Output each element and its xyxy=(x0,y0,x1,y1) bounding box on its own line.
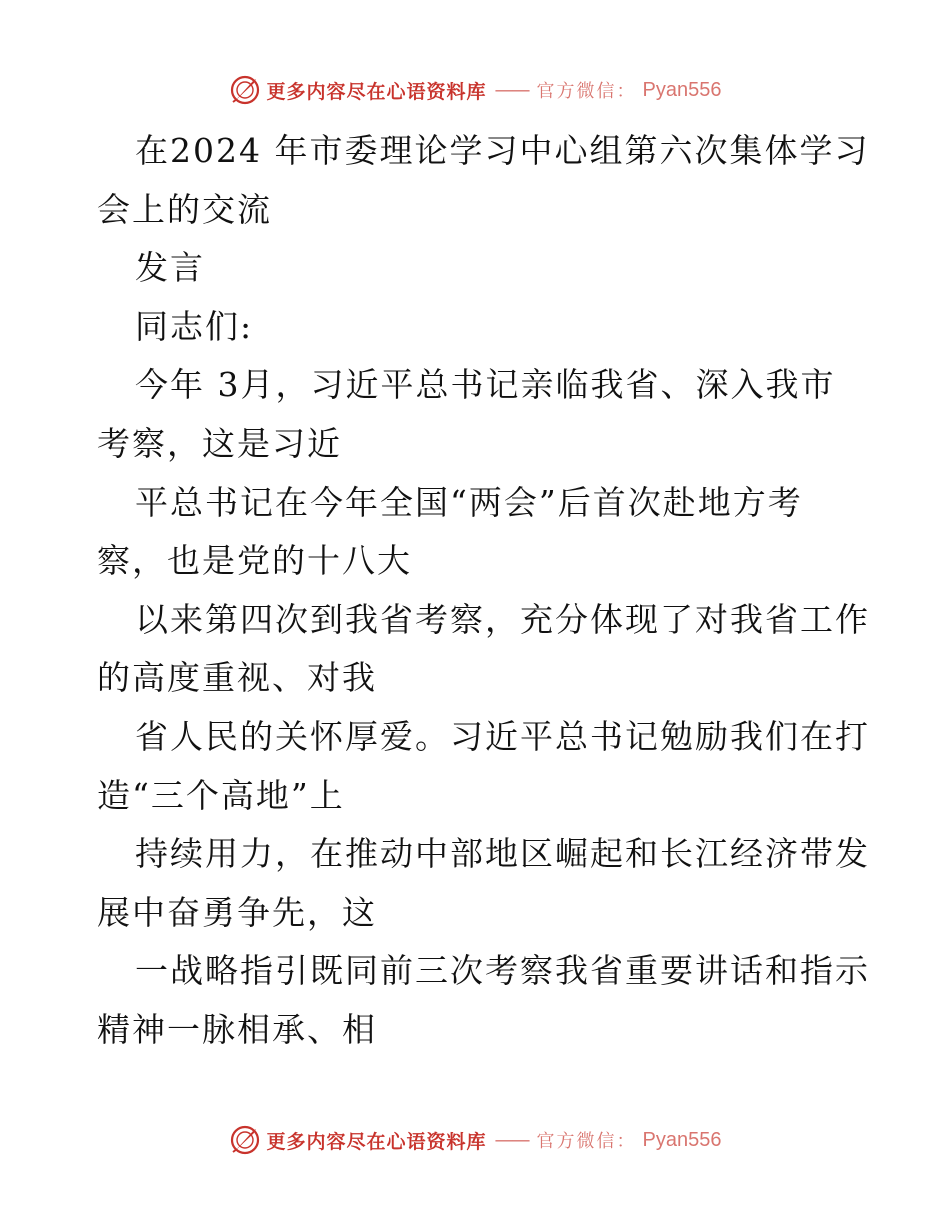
banner-wechat-id: Pyan556 xyxy=(642,1128,722,1151)
text-line: 持续用力，在推动中部地区崛起和长江经济带发 xyxy=(135,834,870,874)
text-line: 造“三个高地”上 xyxy=(97,775,345,815)
text-line: 精神一脉相承、相 xyxy=(97,1009,377,1049)
text-line: 今年 3月，习近平总书记亲临我省、深入我市 xyxy=(135,365,836,405)
text-line: 在2024 年市委理论学习中心组第六次集体学习 xyxy=(135,131,870,170)
banner-wechat-id: Pyan556 xyxy=(642,78,722,101)
banner-dash: —— xyxy=(494,79,529,101)
text-line: 平总书记在今年全国“两会”后首次赴地方考 xyxy=(135,482,803,522)
text-line: 考察，这是习近 xyxy=(97,423,342,463)
text-line: 省人民的关怀厚爱。习近平总书记勉励我们在打 xyxy=(135,716,870,756)
quill-logo-icon xyxy=(229,1124,261,1156)
header-banner xyxy=(0,70,950,110)
banner-slogan: 更多内容尽在心语资料库 xyxy=(266,80,487,103)
text-line: 的高度重视、对我 xyxy=(97,658,377,698)
text-line: 会上的交流 xyxy=(97,189,272,229)
banner-dash: —— xyxy=(494,1129,529,1151)
text-line: 察，也是党的十八大 xyxy=(97,541,412,581)
text-line: 展中奋勇争先，这 xyxy=(97,892,377,932)
banner-wechat-label: 官方微信： xyxy=(536,1131,637,1152)
text-line: 以来第四次到我省考察，充分体现了对我省工作 xyxy=(135,599,870,639)
banner-wechat-label: 官方微信： xyxy=(536,81,637,102)
footer-banner xyxy=(0,1120,950,1160)
text-line: 一战略指引既同前三次考察我省重要讲话和指示 xyxy=(135,951,870,991)
document-body xyxy=(97,122,870,1060)
banner-slogan: 更多内容尽在心语资料库 xyxy=(266,1130,487,1153)
quill-logo-icon xyxy=(229,74,261,106)
text-line: 同志们: xyxy=(135,306,254,346)
text-line: 发言 xyxy=(135,248,205,288)
